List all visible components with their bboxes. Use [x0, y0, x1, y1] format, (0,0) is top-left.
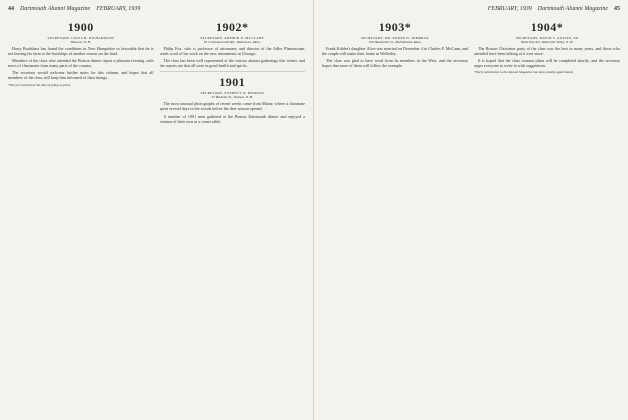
class-address: Waterville Inn, Waterville Valley, N. H.: [520, 40, 574, 44]
left-magazine-name: Dartmouth Alumni Magazine: [20, 6, 91, 12]
left-column-1: [8, 18, 154, 414]
class-address: 63 Commonwealth Rd., Watertown, Mass.: [203, 40, 261, 44]
left-running-head: [8, 6, 305, 12]
paragraph: Philip Fox, who is professor of astronomy and director of the Adler Planetarium, sends word of his work on the new instruments at Chicago.: [159, 46, 305, 57]
divider: [160, 71, 306, 72]
class-address: 136 Hampshire St., Marblehead, Mass.: [368, 40, 422, 44]
right-column-2: [474, 18, 620, 414]
footnote: *Early submission to the Alumni Magazine has been greatly appreciated.: [474, 70, 574, 75]
right-running-head: [322, 6, 620, 12]
left-page-number: 44: [8, 6, 14, 12]
left-issue-month: FEBRUARY, 1939: [96, 6, 141, 12]
class-address: Hanover, N. H.: [70, 40, 91, 44]
paragraph: The class was glad to have word from its members in the West, and the secretary hopes that more of them will follow the example.: [322, 58, 468, 69]
class-year-heading: 1902*: [216, 20, 249, 34]
left-column-2: [160, 18, 306, 414]
class-year-heading: 1900: [67, 20, 94, 34]
class-secretary: SECRETARY, LOUIS B. RICHARDSON: [47, 36, 114, 40]
paragraph: Harry Bradshaw has found the conditions in New Hampshire so favorable that he is not leaving his farm to the hardships of another season on the land.: [8, 46, 154, 57]
paragraph: It is hoped that the class reunion plans will be completed shortly, and the secretary urges everyone to write in with suggestions.: [474, 58, 620, 69]
right-magazine-name: Dartmouth Alumni Magazine: [537, 6, 608, 12]
class-year-heading: 1903*: [378, 20, 412, 34]
paragraph: Members of the class who attended the Boston dinner report a pleasant evening, with news of classmates from many parts of the country.: [8, 58, 154, 69]
class-year-heading: 1901: [219, 75, 246, 90]
right-issue-month: FEBRUARY, 1939: [487, 6, 532, 12]
right-page-number: 45: [614, 6, 620, 12]
class-secretary: SECRETARY, DAVID S. AUSTIN, 2D: [515, 36, 579, 40]
footnote: *Not yet received at the time of going to press.: [8, 82, 72, 87]
paragraph: The most unusual photographs of recent weeks came from Maine, where a classmate spent several days in the woods before the deer season opened.: [159, 101, 305, 112]
paragraph: The class has been well represented at the various alumni gatherings this winter, and the reports are that all were in good health and spirits.: [159, 58, 305, 69]
class-address: 97 Berkeley St., Nashua, N. H.: [211, 95, 253, 100]
paragraph: A number of 1901 men gathered at the Boston Dartmouth dinner and enjoyed a reunion of their own at a corner table.: [159, 113, 305, 124]
paragraph: The secretary would welcome further notes for this column, and hopes that all members of the class will keep him informed of their doings.: [8, 70, 154, 81]
class-secretary: SECRETARY, ARTHUR E. MCCLARY: [200, 36, 265, 40]
class-secretary: SECRETARY, EVERETT W. HUDSON: [200, 91, 264, 96]
paragraph: The Boston Christmas party of the class was the best in many years, and those who attended have been talking of it ever since.: [474, 46, 620, 57]
class-year-heading: 1904*: [530, 20, 564, 34]
class-secretary: SECRETARY, DR. EDWIN N. DIMMICK: [360, 36, 430, 40]
paragraph: Frank Kidder's daughter Alice was married on December 4 to Charles F. McCann, and the couple will make their home in Wellesley.: [322, 46, 468, 57]
right-page: [314, 0, 628, 420]
right-column-1: [322, 18, 468, 414]
